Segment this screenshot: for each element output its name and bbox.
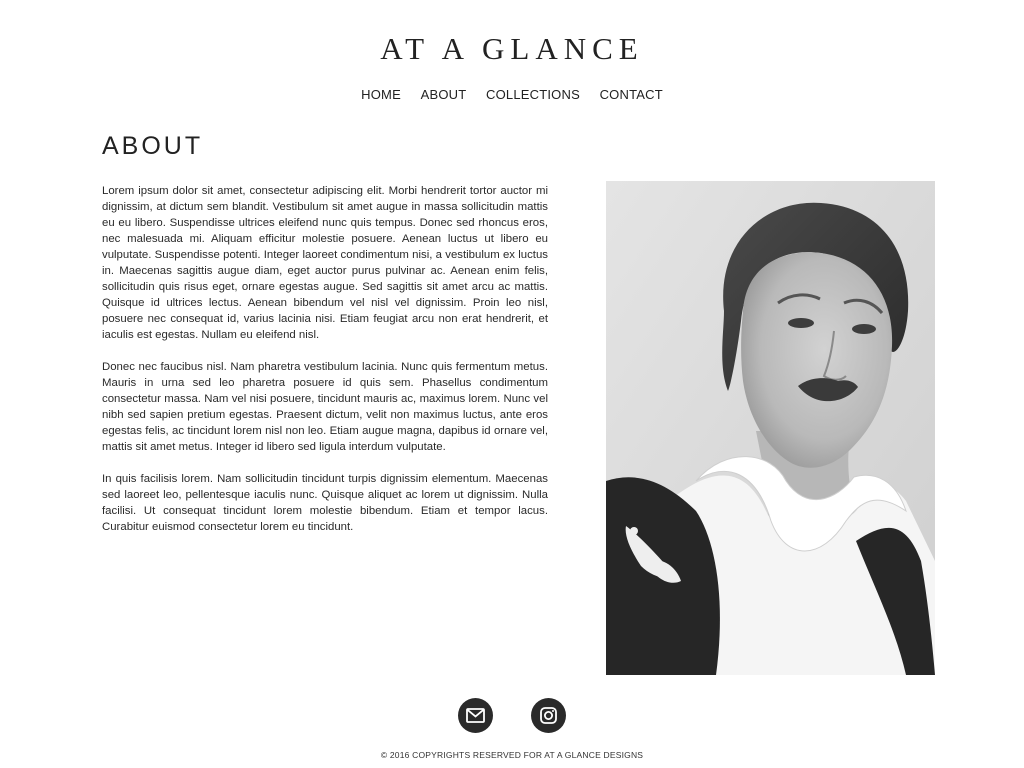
portrait-image [606,181,935,675]
about-heading: ABOUT [102,132,204,160]
nav-about-link[interactable]: ABOUT [420,87,467,102]
instagram-button[interactable] [531,698,566,733]
nav-collections-link[interactable]: COLLECTIONS [486,87,580,102]
nav-contact-link[interactable]: CONTACT [599,87,663,102]
copyright-text: © 2016 COPYRIGHTS RESERVED FOR AT A GLANCE DESIGNS [380,750,644,760]
nav-home-link[interactable]: HOME [361,87,401,102]
site-title[interactable]: AT A GLANCE [380,31,644,66]
about-paragraph-2: Donec nec faucibus nisl. Nam pharetra vestibulum lacinia. Nunc quis fermentum metus. Mauris in urna sed leo pharetra posuere id quis sem. Phasellus condimentum consectetur massa. Nam vel nisi posuere, tincidunt mauris ac, maximus lorem. Nunc vel nibh sed sapien pretium egestas. Praesent dictum, velit non maximus luctus, ante eros egestas felis, ac tincidunt lorem nisl non leo. Etiam augue magna, dapibus id ornare vel, mattis sit amet metus. Integer id libero sed ligula interdum vulputate. [102,361,548,453]
about-paragraph-1: Lorem ipsum dolor sit amet, consectetur adipiscing elit. Morbi hendrerit tortor auctor mi dignissim, at dictum sem blandit. Vestibulum sit amet augue in massa sollicitudin mattis eu eu libero. Suspendisse ultrices eleifend nunc quis tempus. Donec sed rhoncus eros, nec malesuada mi. Aliquam efficitur molestie posuere. Aenean luctus ut libero eu vulputate. Suspendisse potenti. Integer laoreet condimentum nisi, a vestibulum ex luctus in. Maecenas sagittis augue diam, eget auctor purus pulvinar ac. Aenean enim felis, sollicitudin quis risus eget, ornare egestas augue. Sed sagittis sit amet arcu ac mattis. Quisque id ultrices lectus. Aenean bibendum vel nisl vel dignissim. Proin leo nisl, posuere nec consequat id, varius lacinia nisi. Etiam feugiat arcu non erat hendrerit, et iaculis est egestas. Nullam eu eleifend nisl. [102,185,548,341]
mail-button[interactable] [458,698,493,733]
social-links [0,698,1024,733]
about-paragraph-3: In quis facilisis lorem. Nam sollicitudin tincidunt turpis dignissim elementum. Maecenas sed laoreet leo, pellentesque iaculis nunc. Quisque aliquet ac lorem ut dignissim. Nulla facilisi. Ut consequat tincidunt lorem molestie bibendum. Etiam et tempor lacus. Curabitur euismod consectetur lorem eu tincidunt. [102,473,548,533]
main-nav [0,86,1024,104]
about-text [102,183,548,535]
